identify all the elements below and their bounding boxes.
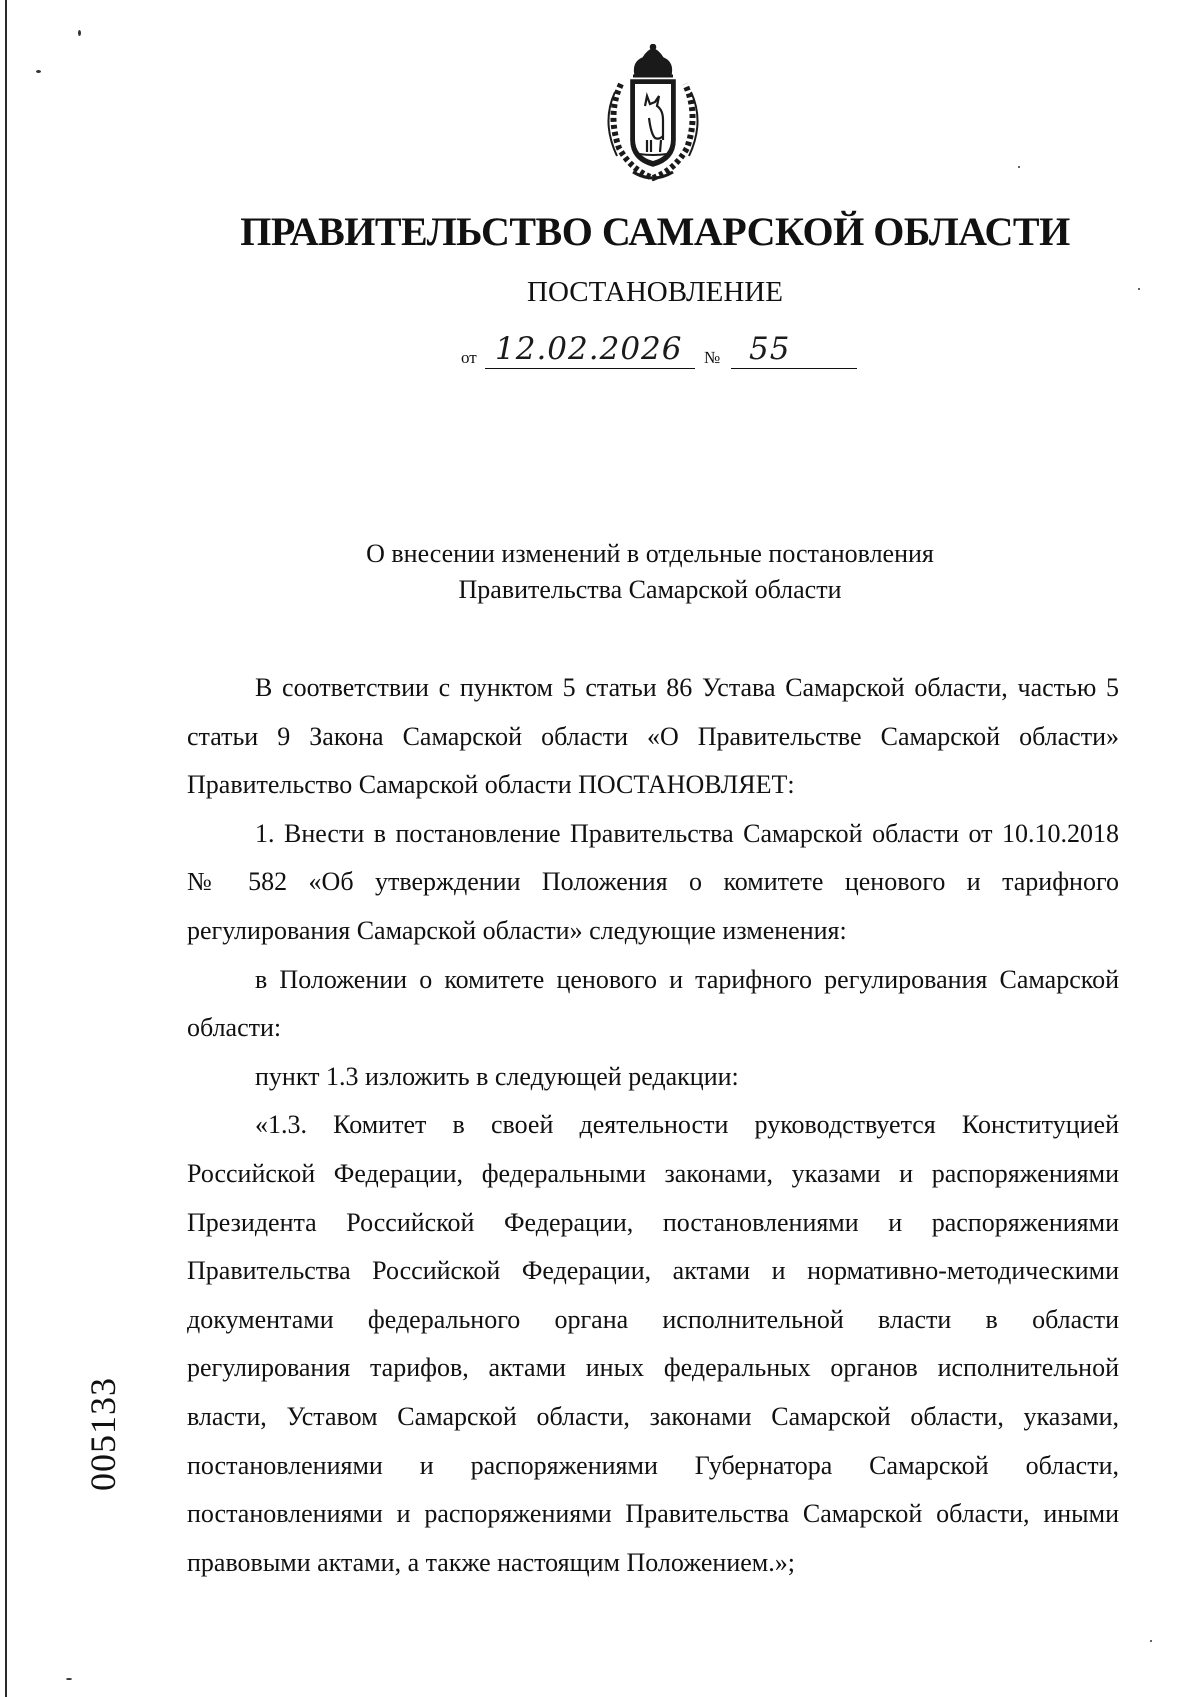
body-paragraph: «1.3. Комитет в своей деятельности руководствуется Конституцией Российской Федерации, федеральными законами, указами и распоряжениями Президента Российской Федерации, постановлениями и распоряжениями Правительства Российской Федерации, актами и нормативно-методическими документами федерального органа исполнительной власти в области регулирования тарифов, актами иных федеральных органов исполнительной власти, Уставом Самарской области, законами Самарской области, указами, постановлениями и распоряжениями Губернатора Самарской области, постановлениями и распоряжениями Правительства Самарской области, иными правовыми актами, а также настоящим Положением.»; — [187, 1110, 1119, 1577]
organization-title: ПРАВИТЕЛЬСТВО САМАРСКОЙ ОБЛАСТИ — [240, 209, 1070, 254]
handwritten-date: 12.02.2026 — [495, 331, 683, 367]
document-type: ПОСТАНОВЛЕНИЕ — [527, 276, 783, 308]
document-subject — [200, 536, 1100, 608]
scan-speck — [1138, 288, 1140, 290]
body-paragraph: в Положении о комитете ценового и тарифного регулирования Самарской области: — [187, 964, 1119, 1043]
subject-line-2: Правительства Самарской области — [458, 575, 842, 604]
scan-speck — [1150, 1640, 1152, 1642]
body-paragraph: В соответствии с пунктом 5 статьи 86 Устава Самарской области, частью 5 статьи 9 Закона Самарской области «О Правительстве Самарской области» Правительство Самарской области ПОСТАНОВЛЯЕТ: — [187, 673, 1119, 800]
date-underline — [485, 368, 695, 369]
date-number-line — [461, 332, 861, 374]
scan-speck — [78, 30, 81, 36]
samara-coat-of-arms-icon — [593, 44, 713, 184]
side-serial-number: 005133 — [83, 1377, 123, 1491]
subject-line-1: О внесении изменений в отдельные постановления — [366, 539, 934, 568]
scan-speck — [36, 70, 41, 73]
number-underline — [731, 368, 857, 369]
number-prefix: № — [704, 348, 721, 367]
handwritten-number: 55 — [749, 331, 791, 367]
scan-speck — [66, 1678, 72, 1680]
document-body — [187, 664, 1119, 1587]
body-paragraph: пункт 1.3 изложить в следующей редакции: — [255, 1061, 739, 1091]
date-prefix: от — [461, 348, 477, 367]
page-left-edge — [5, 0, 7, 1697]
scan-speck — [1018, 166, 1020, 168]
body-paragraph: 1. Внести в постановление Правительства Самарской области от 10.10.2018 № 582 «Об утверждении Положения о комитете ценового и тарифного регулирования Самарской области» следующие изменения: — [187, 818, 1119, 945]
